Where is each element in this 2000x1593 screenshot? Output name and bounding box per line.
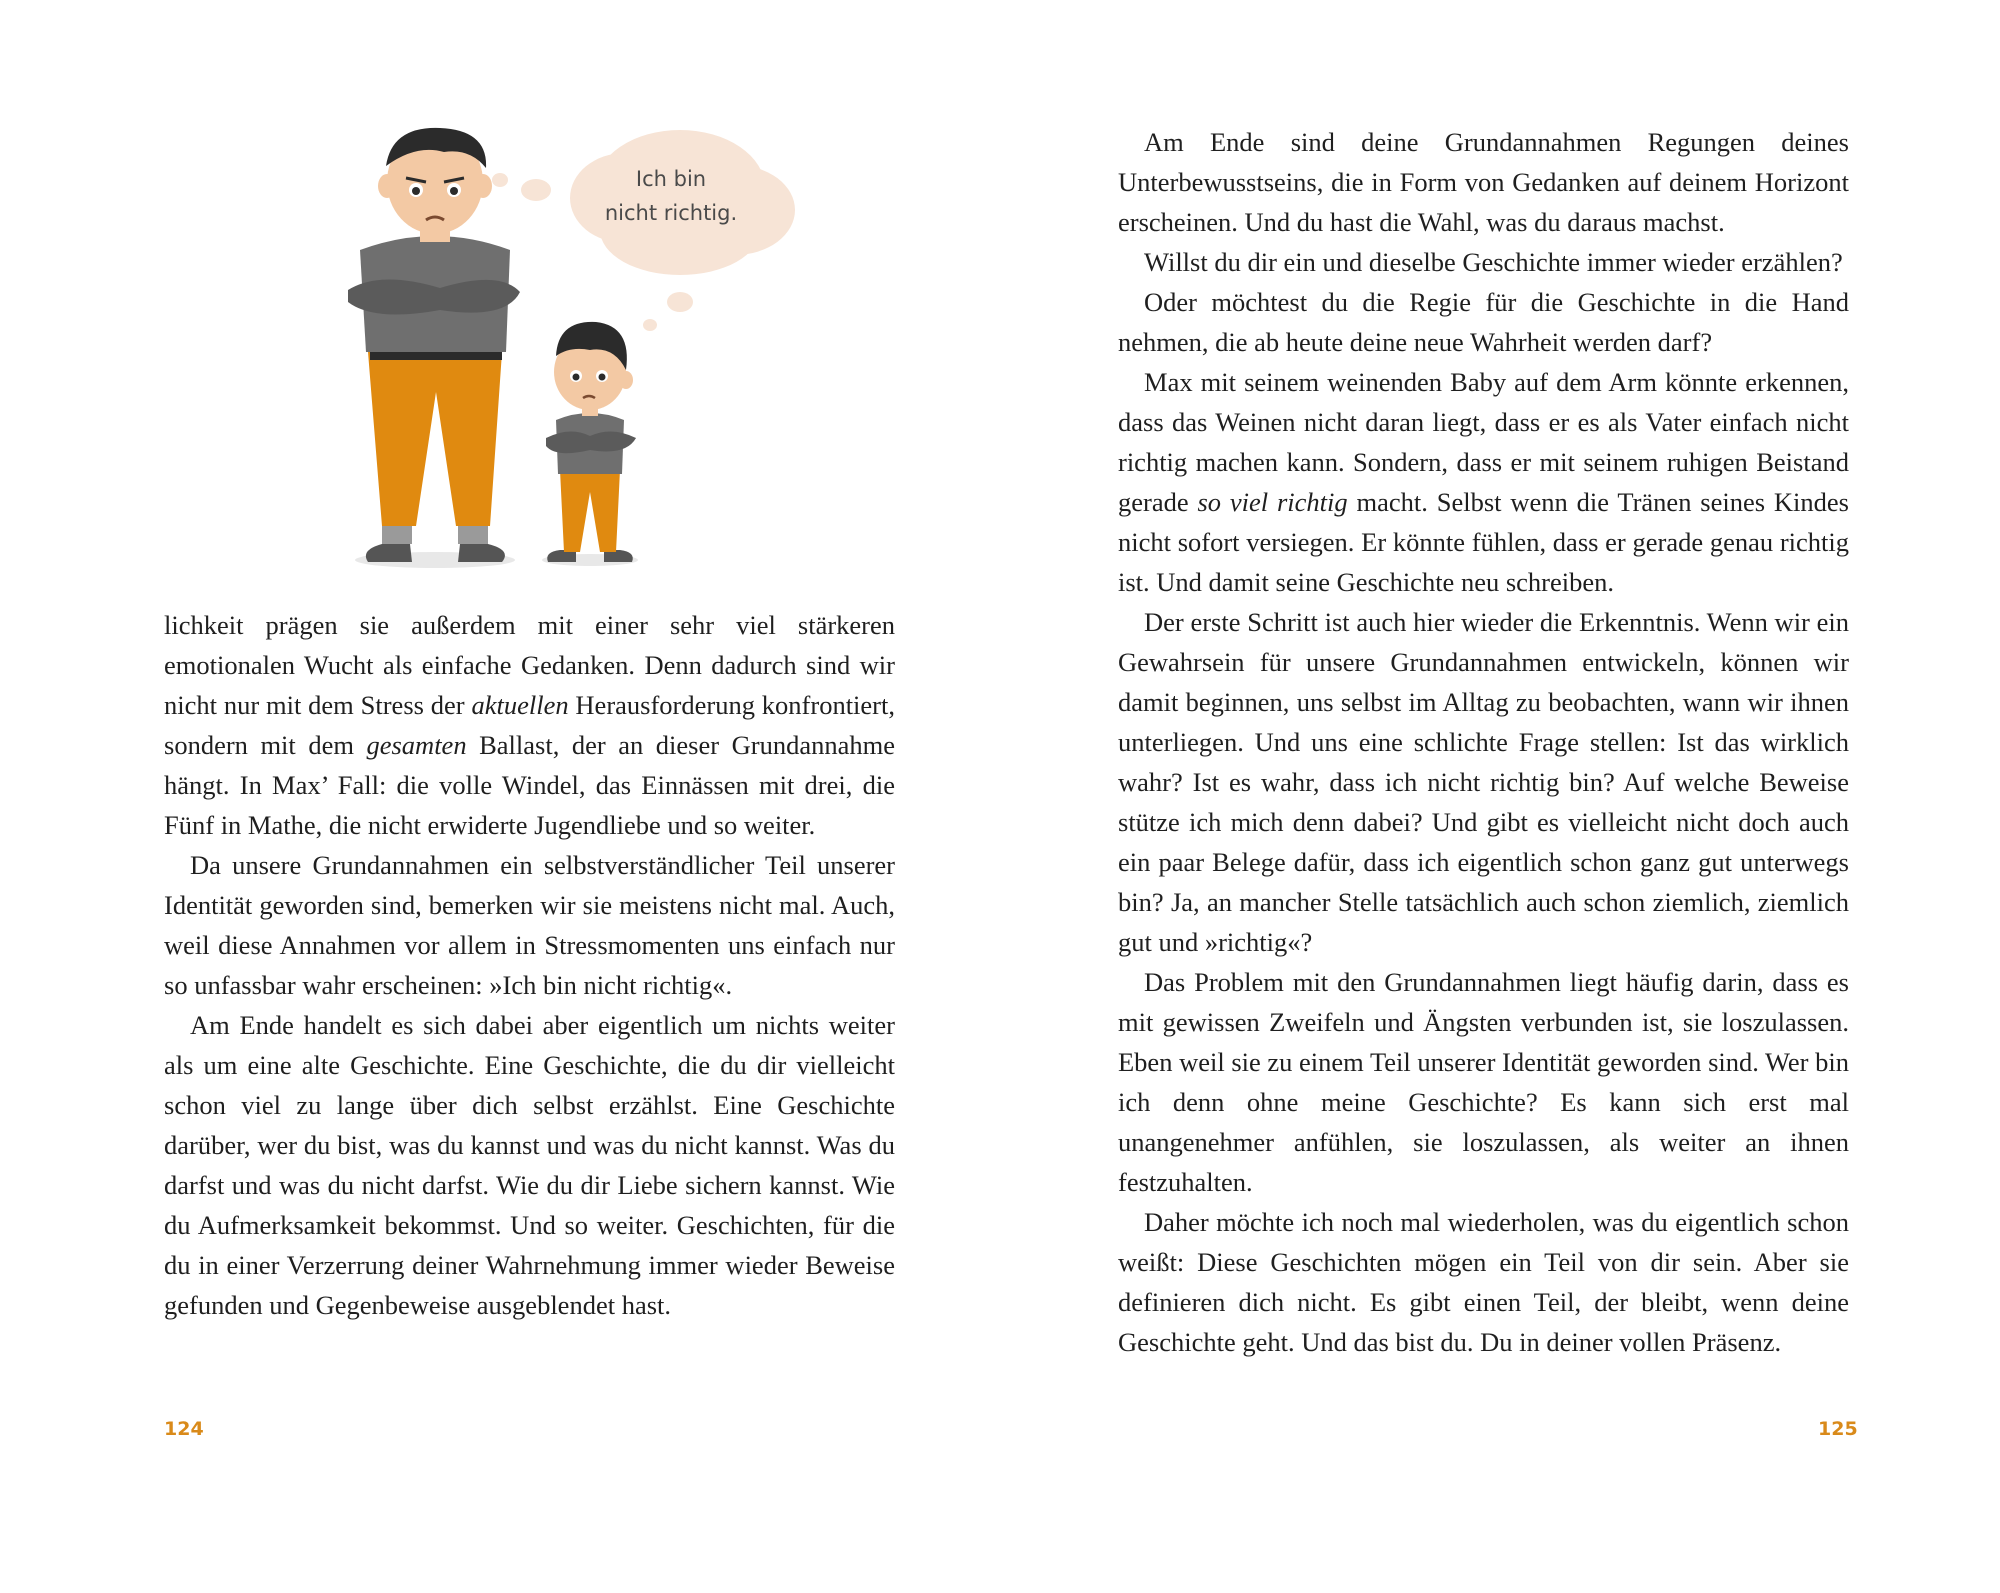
right-text-column — [1118, 122, 1849, 1362]
speech-bubble-line: Ich bin — [635, 167, 707, 191]
emphasis: so viel richtig — [1197, 487, 1348, 517]
speech-bubble-line: nicht richtig. — [604, 201, 738, 225]
son-figure — [542, 322, 638, 566]
body-paragraph: Max mit seinem weinenden Baby auf dem Arm könnte erkennen, dass das Weinen nicht daran liegt, dass er es als Vater einfach nicht richtig machen kann. Sondern, dass er mit seinem ruhigen Beistand gerade so viel richtig macht. Selbst wenn die Tränen seines Kindes nicht sofort versiegen. Er könnte fühlen, dass er gerade genau richtig ist. Und damit seine Geschichte neu schreiben. — [1118, 367, 1849, 597]
body-paragraph: lichkeit prägen sie außerdem mit einer sehr viel stärkeren emotionalen Wucht als einfache Gedanken. Denn dadurch sind wir nicht nur mit dem Stress der aktuellen Herausforderung konfrontiert, sondern mit dem gesamten Ballast, der an dieser Grundannahme hängt. In Max’ Fall: die volle Windel, das Einnässen mit drei, die Fünf in Mathe, die nicht erwiderte Jugendliebe und so weiter. — [164, 610, 895, 840]
body-paragraph: Da unsere Grundannahmen ein selbstverständlicher Teil unserer Identität geworden sind, bemerken wir sie meistens nicht mal. Auch, weil diese Annahmen vor allem in Stressmomenten uns einfach nur so unfassbar wahr erscheinen: »Ich bin nicht richtig«. — [164, 850, 895, 1000]
thought-bubble — [492, 130, 795, 331]
right-page — [1000, 0, 2000, 1593]
page-number: 124 — [164, 1418, 204, 1440]
emphasis: aktuellen — [471, 690, 569, 720]
speech-bubble-text — [556, 162, 786, 230]
body-paragraph: Am Ende sind deine Grundannahmen Regungen deines Unterbewusstseins, die in Form von Gedanken auf deinem Horizont erscheinen. Und du hast die Wahl, was du daraus machst. — [1118, 127, 1849, 237]
emphasis: gesamten — [366, 730, 467, 760]
body-paragraph: Das Problem mit den Grundannahmen liegt häufig darin, dass es mit gewissen Zweifeln und Ängsten verbunden ist, sie loszulassen. Eben weil sie zu einem Teil unserer Identität geworden sind. Wer bin ich denn ohne meine Geschichte? Es kann sich erst mal unangenehmer anfühlen, sie loszulassen, als weiter an ihnen festzuhalten. — [1118, 967, 1849, 1197]
body-paragraph: Daher möchte ich noch mal wiederholen, was du eigentlich schon weißt: Diese Geschichten mögen ein Teil von dir sein. Aber sie definieren dich nicht. Es gibt einen Teil, der bleibt, wenn deine Geschichte geht. Und das bist du. Du in deiner vollen Präsenz. — [1118, 1207, 1849, 1357]
left-text-column — [164, 605, 895, 1325]
body-paragraph: Oder möchtest du die Regie für die Geschichte in die Hand nehmen, die ab heute deine neue Wahrheit werden darf? — [1118, 287, 1849, 357]
body-paragraph: Der erste Schritt ist auch hier wieder die Erkenntnis. Wenn wir ein Gewahrsein für unsere Grundannahmen entwickeln, können wir damit beginnen, uns selbst im Alltag zu beobachten, wann wir ihnen unterliegen. Und uns eine schlichte Frage stellen: Ist das wirklich wahr? Ist es wahr, dass ich nicht richtig bin? Auf welche Beweise stütze ich mich denn dabei? Und gibt es vielleicht nicht doch auch ein paar Belege dafür, dass ich eigentlich schon ganz gut unterwegs bin? Ja, an mancher Stelle tatsächlich auch schon ziemlich, ziemlich gut und »richtig«? — [1118, 607, 1849, 957]
body-paragraph: Am Ende handelt es sich dabei aber eigentlich um nichts weiter als um eine alte Geschichte. Eine Geschichte, die du dir vielleicht schon viel zu lange über dich selbst erzählst. Eine Geschichte darüber, wer du bist, was du kannst und was du nicht kannst. Was du darfst und was du nicht darfst. Wie du dir Liebe sichern kannst. Wie du Aufmerksamkeit bekommst. Und so weiter. Geschichten, für die du in einer Verzerrung deiner Wahrnehmung immer wieder Beweise gefunden und Gegenbeweise ausgeblendet hast. — [164, 1010, 895, 1320]
father-figure — [348, 128, 520, 568]
body-paragraph: Willst du dir ein und dieselbe Geschichte immer wieder erzählen? — [1144, 247, 1843, 277]
page-number: 125 — [1818, 1418, 1858, 1440]
